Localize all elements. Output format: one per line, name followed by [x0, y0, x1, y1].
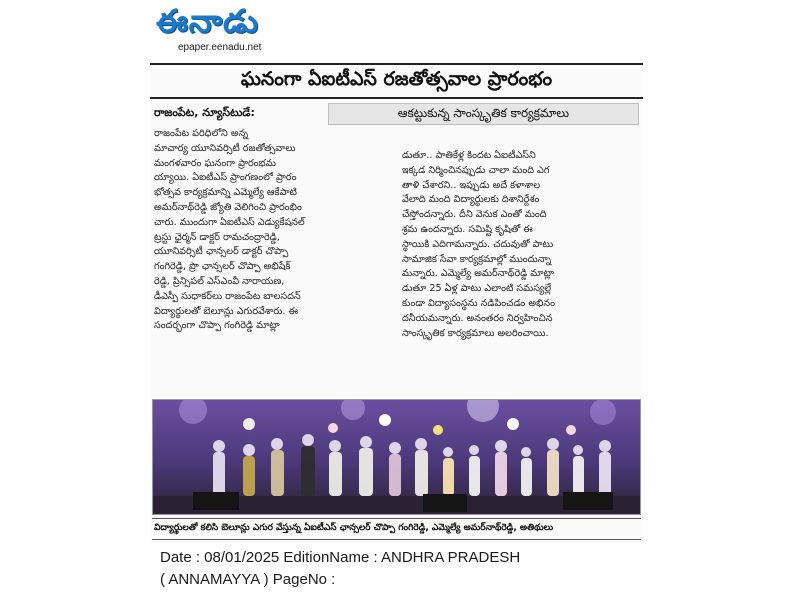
edition-page-line: ( ANNAMAYYA ) PageNo : — [160, 571, 336, 588]
eenadu-logo[interactable] — [150, 2, 310, 60]
body-line: డీఎస్పీ సుధాకర్‌లు రాజంపేట బాలసదన్ — [154, 290, 301, 302]
body-line: చేస్తోందన్నారు. దీని వెనుక ఎంతో మంది — [402, 209, 547, 221]
body-line: డుతూ 25 ఏళ్ల పాటు ఎలాంటి సమస్యల్లే — [402, 283, 552, 295]
body-line: భోత్సవ కార్యక్రమాన్ని ఎమ్మెల్యే ఆకేపాటి — [154, 187, 297, 199]
article-subheadline: ఆకట్టుకున్న సాంస్కృతిక కార్యక్రమాలు — [328, 103, 639, 125]
body-line: రాజంపేట పరిధిలోని అన్న — [154, 128, 249, 139]
body-line: వేలాది మంది విద్యార్థులకు దిశానిర్దేశం — [402, 194, 540, 206]
body-line: య్యాయి. ఏఐటీఎస్ ప్రాంగణంలో ప్రారం — [154, 172, 297, 184]
body-line: సామాజిక సేవా కార్యక్రమాల్లో ముందున్నా — [402, 253, 552, 265]
body-line: చారు. ముందుగా ఏఐటీఎస్ ఎడ్యుకేషనల్ — [154, 216, 305, 228]
body-line: స్థాయికి ఎదిగామన్నారు. చదువుతో పాటు — [402, 238, 554, 250]
article-column-right — [402, 149, 640, 425]
body-line: మంగళవారం ఘనంగా ప్రారంభమ — [154, 157, 276, 169]
logo-title: ఈనాడు — [156, 2, 259, 40]
body-line: మాచార్య యూనివర్సిటీ రజతోత్సవాలు — [154, 142, 296, 154]
article-column-left — [154, 127, 392, 425]
body-line: శ్రమ ఉందన్నారు. సమిష్టి కృషితో ఈ — [402, 223, 533, 235]
body-line: రెడ్డి, ప్రిన్సిపల్ ఎస్ఎంవీ నారాయణ, — [154, 275, 285, 287]
body-line: గంగిరెడ్డి, ప్రొ ఛాన్సలర్ చొప్పా అభిషేక్ — [154, 261, 291, 273]
body-line: ట్రస్టు ఛైర్మన్ డాక్టర్ రామచంద్రారెడ్డి, — [154, 231, 280, 243]
news-clipping — [150, 63, 643, 543]
logo-url: epaper.eenadu.net — [178, 42, 262, 53]
body-line: విద్యార్థులతో బెలూన్లు ఎగురవేశారు. ఈ — [154, 305, 298, 317]
article-headline: ఘనంగా ఏఐటీఎస్ రజతోత్సవాల ప్రారంభం — [150, 63, 643, 99]
photo-caption: విద్యార్థులతో కలిసి బెలూన్లు ఎగుర వేస్తున్న ఏఐటీఎస్ ఛాన్సలర్ చొప్పా గంగిరెడ్డి, ఎమ్మెల్యే అమర్‌నాథ్‌రెడ్డి, అతిథులు — [152, 518, 641, 540]
edition-date-line: Date : 08/01/2025 EditionName : ANDHRA PRADESH — [160, 549, 521, 566]
stage-photo-illustration — [153, 400, 641, 515]
body-line: తాళి చేశారని.. ఇప్పుడు అదే కళాశాల — [402, 179, 541, 191]
body-line: కుండా విద్యాసంస్థను నడిపించడం అభినం — [402, 297, 556, 309]
body-line: మన్నారు. ఎమ్మెల్యే అమర్‌నాథ్‌రెడ్డి మాట్లా — [402, 268, 555, 280]
edition-info — [160, 547, 620, 591]
article-dateline: రాజంపేట, న్యూస్‌టుడే: — [154, 106, 255, 119]
body-line: సాంస్కృతిక కార్యక్రమాలు అలరించాయి. — [402, 327, 549, 339]
body-line: యూనివర్సిటీ ఛాన్సలర్ డాక్టర్ చొప్పా — [154, 246, 289, 258]
body-line: దనీయమన్నారు. అనంతరం నిర్వహించిన — [402, 312, 553, 324]
body-line: సందర్భంగా చొప్పా గంగిరెడ్డి మాట్లా — [154, 320, 280, 332]
body-line: ఇక్కడ నిర్మించినప్పుడు చాలా మంది ఎగ — [402, 164, 550, 176]
article-photo — [152, 399, 641, 515]
body-line: అమర్‌నాథ్‌రెడ్డి జ్యోతి వెలిగించి ప్రారంభిం — [154, 201, 302, 213]
body-line: డుతూ.. పాతికేళ్ల కిందట ఏఐటీఎస్‌ని — [402, 150, 536, 161]
